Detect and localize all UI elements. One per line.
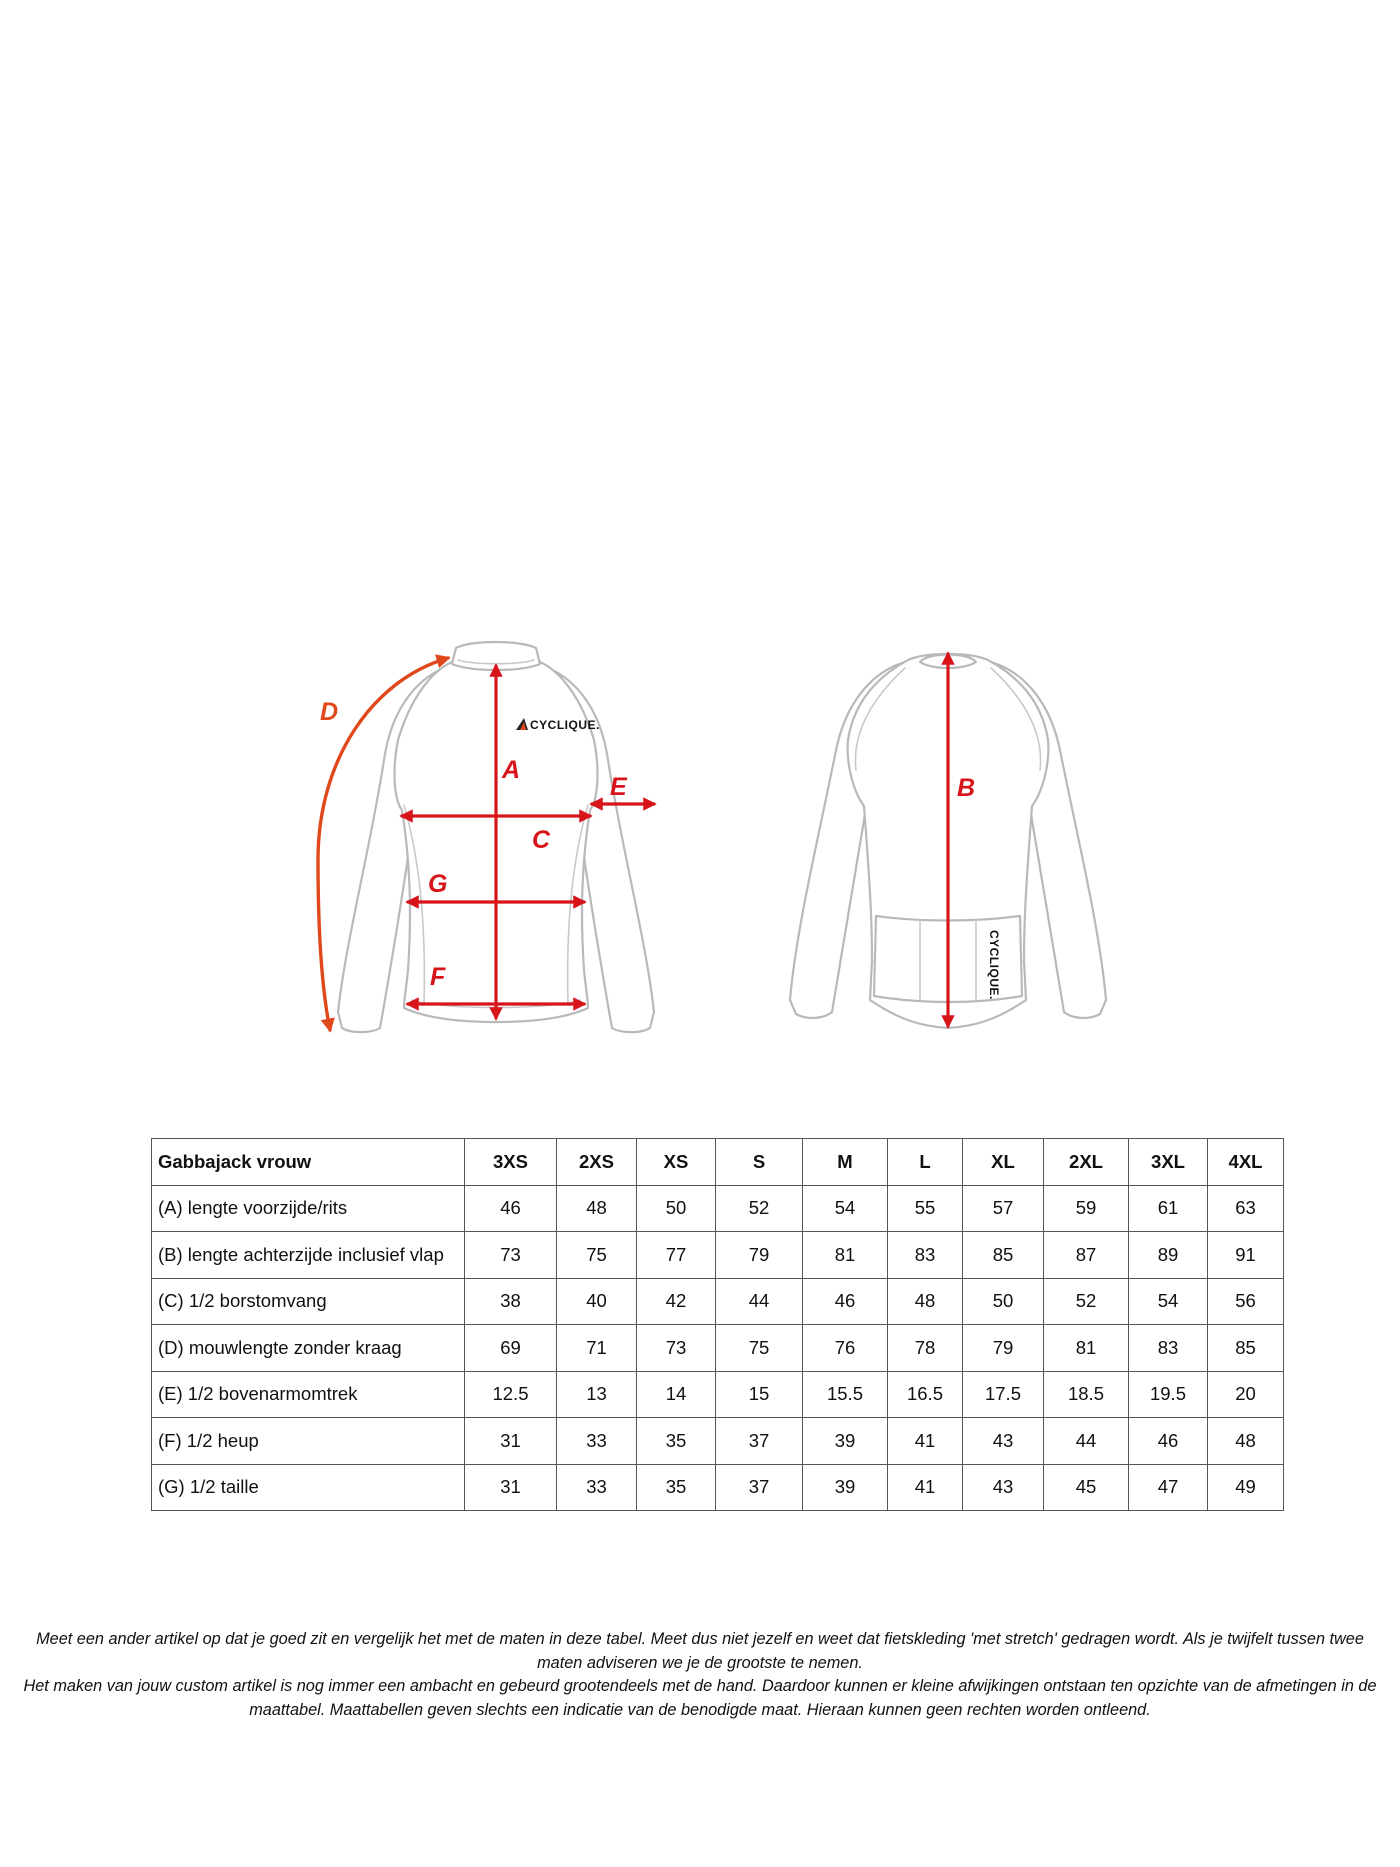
- measurement-value: 89: [1129, 1232, 1208, 1279]
- measurement-value: 16.5: [888, 1371, 963, 1418]
- measurement-value: 46: [1129, 1418, 1208, 1465]
- measurement-value: 14: [637, 1371, 716, 1418]
- measurement-value: 69: [465, 1325, 557, 1372]
- measurement-label: (C) 1/2 borstomvang: [152, 1278, 465, 1325]
- measurement-value: 79: [963, 1325, 1044, 1372]
- table-row: [152, 1464, 1284, 1511]
- measurement-value: 46: [465, 1185, 557, 1232]
- measurement-value: 77: [637, 1232, 716, 1279]
- label-c: C: [532, 826, 551, 854]
- measurement-label: (B) lengte achterzijde inclusief vlap: [152, 1232, 465, 1279]
- measurement-value: 39: [803, 1464, 888, 1511]
- measurement-value: 31: [465, 1418, 557, 1465]
- measurement-value: 52: [1044, 1278, 1129, 1325]
- measurement-value: 71: [557, 1325, 637, 1372]
- measurement-label: (F) 1/2 heup: [152, 1418, 465, 1465]
- measurement-value: 20: [1208, 1371, 1284, 1418]
- table-row: [152, 1278, 1284, 1325]
- size-header: 2XL: [1044, 1139, 1129, 1186]
- size-header: L: [888, 1139, 963, 1186]
- measurement-value: 35: [637, 1418, 716, 1465]
- label-g: G: [428, 870, 448, 898]
- measurement-value: 73: [637, 1325, 716, 1372]
- label-a: A: [502, 756, 521, 784]
- measurement-value: 81: [1044, 1325, 1129, 1372]
- measurement-value: 44: [716, 1278, 803, 1325]
- measurement-value: 38: [465, 1278, 557, 1325]
- back-pocket-logo: [987, 930, 1001, 1000]
- table-row: [152, 1325, 1284, 1372]
- size-header: 2XS: [557, 1139, 637, 1186]
- measurement-value: 18.5: [1044, 1371, 1129, 1418]
- measurement-value: 41: [888, 1464, 963, 1511]
- measurement-value: 57: [963, 1185, 1044, 1232]
- measurement-value: 83: [888, 1232, 963, 1279]
- measurement-value: 49: [1208, 1464, 1284, 1511]
- measurement-value: 63: [1208, 1185, 1284, 1232]
- measurement-label: (G) 1/2 taille: [152, 1464, 465, 1511]
- measurement-value: 91: [1208, 1232, 1284, 1279]
- measurement-value: 13: [557, 1371, 637, 1418]
- measurement-value: 48: [888, 1278, 963, 1325]
- jacket-measurement-diagram: [0, 600, 1400, 1060]
- measurement-value: 50: [963, 1278, 1044, 1325]
- measurement-value: 76: [803, 1325, 888, 1372]
- measurement-value: 75: [716, 1325, 803, 1372]
- measurement-value: 81: [803, 1232, 888, 1279]
- disclaimer-handmade: Het maken van jouw custom artikel is nog immer een ambacht en gebeurd grootendeels met de hand. Daardoor kunnen er kleine afwijkingen ontstaan ten opzichte van de afmetingen in de maattabel. Maattabellen geven slechts een indicatie van de benodigde maat. Hieraan kunnen geen rechten worden ontleend.: [23, 1677, 1377, 1719]
- measurement-value: 78: [888, 1325, 963, 1372]
- measurement-value: 17.5: [963, 1371, 1044, 1418]
- measurement-value: 83: [1129, 1325, 1208, 1372]
- measurement-value: 54: [803, 1185, 888, 1232]
- measurement-label: (A) lengte voorzijde/rits: [152, 1185, 465, 1232]
- size-header: XS: [637, 1139, 716, 1186]
- measurement-value: 85: [1208, 1325, 1284, 1372]
- measurement-value: 15.5: [803, 1371, 888, 1418]
- measurement-value: 12.5: [465, 1371, 557, 1418]
- measurement-value: 37: [716, 1464, 803, 1511]
- measurement-value: 39: [803, 1418, 888, 1465]
- measurement-value: 87: [1044, 1232, 1129, 1279]
- table-header-row: [152, 1139, 1284, 1186]
- measurement-value: 79: [716, 1232, 803, 1279]
- measurement-value: 41: [888, 1418, 963, 1465]
- measurement-value: 73: [465, 1232, 557, 1279]
- measurement-value: 37: [716, 1418, 803, 1465]
- measurement-value: 47: [1129, 1464, 1208, 1511]
- measurement-value: 31: [465, 1464, 557, 1511]
- disclaimer: [18, 1628, 1382, 1722]
- measurement-value: 46: [803, 1278, 888, 1325]
- size-header: XL: [963, 1139, 1044, 1186]
- label-b: B: [957, 774, 976, 802]
- measurement-value: 48: [557, 1185, 637, 1232]
- measurement-label: (D) mouwlengte zonder kraag: [152, 1325, 465, 1372]
- measurement-value: 56: [1208, 1278, 1284, 1325]
- size-header: 3XS: [465, 1139, 557, 1186]
- table-row: [152, 1232, 1284, 1279]
- measurement-value: 43: [963, 1418, 1044, 1465]
- measurement-value: 42: [637, 1278, 716, 1325]
- measurement-value: 33: [557, 1418, 637, 1465]
- size-header: 3XL: [1129, 1139, 1208, 1186]
- size-header: M: [803, 1139, 888, 1186]
- measurement-label: (E) 1/2 bovenarmomtrek: [152, 1371, 465, 1418]
- measurement-value: 61: [1129, 1185, 1208, 1232]
- measurement-value: 54: [1129, 1278, 1208, 1325]
- measurement-value: 85: [963, 1232, 1044, 1279]
- measurement-value: 40: [557, 1278, 637, 1325]
- measurement-value: 45: [1044, 1464, 1129, 1511]
- measurement-value: 15: [716, 1371, 803, 1418]
- size-header: 4XL: [1208, 1139, 1284, 1186]
- measurement-value: 75: [557, 1232, 637, 1279]
- measurement-value: 50: [637, 1185, 716, 1232]
- label-e: E: [610, 773, 627, 801]
- size-header: S: [716, 1139, 803, 1186]
- logo-text-front: CYCLIQUE.: [530, 718, 600, 732]
- size-table: [151, 1138, 1284, 1511]
- table-row: [152, 1185, 1284, 1232]
- measurement-value: 52: [716, 1185, 803, 1232]
- measurement-value: 44: [1044, 1418, 1129, 1465]
- measurement-value: 35: [637, 1464, 716, 1511]
- measurement-value: 19.5: [1129, 1371, 1208, 1418]
- label-f: F: [430, 963, 446, 991]
- measurement-value: 59: [1044, 1185, 1129, 1232]
- measurement-value: 55: [888, 1185, 963, 1232]
- table-row: [152, 1371, 1284, 1418]
- measurement-value: 48: [1208, 1418, 1284, 1465]
- label-d: D: [320, 698, 339, 726]
- measurement-value: 33: [557, 1464, 637, 1511]
- table-row: [152, 1418, 1284, 1465]
- logo-text-back: CYCLIQUE.: [987, 930, 1001, 1000]
- disclaimer-measure: Meet een ander artikel op dat je goed zit en vergelijk het met de maten in deze tabel. Meet dus niet jezelf en weet dat fietskleding 'met stretch' gedragen wordt. Als je twijfelt tussen twee maten adviseren we je de grootste te nemen.: [36, 1630, 1364, 1672]
- measurement-value: 43: [963, 1464, 1044, 1511]
- table-title: Gabbajack vrouw: [152, 1139, 465, 1186]
